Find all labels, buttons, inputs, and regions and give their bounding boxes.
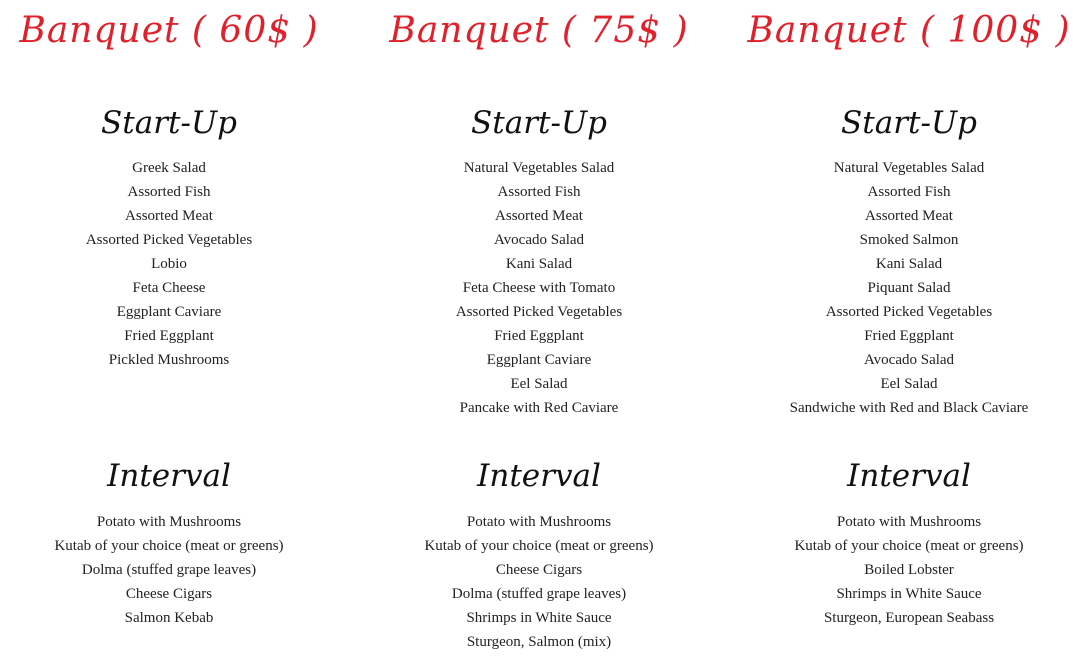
list-item: Feta Cheese with Tomato [462,280,616,296]
list-item: Assorted Meat [865,208,953,224]
menu-title: Banquet ( 100$ ) [747,10,1071,51]
start-up-list [0,156,354,372]
list-item: Pancake with Red Caviare [459,400,619,416]
menu-title: Banquet ( 60$ ) [19,10,319,51]
interval-heading: Interval [847,458,971,494]
list-item: Greek Salad [132,160,206,176]
list-item: Dolma (stuffed grape leaves) [451,586,627,602]
list-item: Assorted Picked Vegetables [85,232,253,248]
list-item: Lobio [151,256,187,272]
list-item: Shrimps in White Sauce [836,586,982,602]
interval-heading: Interval [477,458,601,494]
list-item: Kutab of your choice (meat or greens) [424,538,654,554]
list-item: Kutab of your choice (meat or greens) [54,538,284,554]
list-item: Natural Vegetables Salad [833,160,985,176]
start-up-heading: Start-Up [471,105,607,141]
list-item: Assorted Fish [497,184,581,200]
list-item: Avocado Salad [863,352,955,368]
list-item: Assorted Fish [127,184,211,200]
list-item: Assorted Picked Vegetables [455,304,623,320]
list-item: Piquant Salad [867,280,951,296]
list-item: Shrimps in White Sauce [466,610,612,626]
list-item: Assorted Meat [125,208,213,224]
list-item: Sturgeon, European Seabass [823,610,995,626]
list-item: Kani Salad [505,256,573,272]
list-item: Smoked Salmon [859,232,959,248]
list-item: Kani Salad [875,256,943,272]
list-item: Assorted Meat [495,208,583,224]
list-item: Sandwiche with Red and Black Caviare [789,400,1029,416]
list-item: Fried Eggplant [124,328,214,344]
list-item: Pickled Mushrooms [108,352,230,368]
list-item: Eggplant Caviare [116,304,222,320]
menu-title: Banquet ( 75$ ) [389,10,689,51]
list-item: Natural Vegetables Salad [463,160,615,176]
list-item: Dolma (stuffed grape leaves) [81,562,257,578]
list-item: Feta Cheese [132,280,206,296]
list-item: Sturgeon, Salmon (mix) [466,634,612,650]
list-item: Eggplant Caviare [486,352,592,368]
list-item: Avocado Salad [493,232,585,248]
interval-list [724,510,1073,630]
start-up-list [724,156,1073,420]
list-item: Eel Salad [880,376,938,392]
list-item: Assorted Fish [867,184,951,200]
start-up-list [354,156,724,420]
list-item: Potato with Mushrooms [836,514,982,530]
list-item: Boiled Lobster [864,562,954,578]
interval-heading: Interval [107,458,231,494]
list-item: Kutab of your choice (meat or greens) [794,538,1024,554]
list-item: Eel Salad [510,376,568,392]
list-item: Cheese Cigars [495,562,583,578]
list-item: Potato with Mushrooms [96,514,242,530]
interval-list [0,510,354,630]
list-item: Assorted Picked Vegetables [825,304,993,320]
interval-list [354,510,724,654]
list-item: Fried Eggplant [864,328,954,344]
start-up-heading: Start-Up [841,105,977,141]
list-item: Fried Eggplant [494,328,584,344]
list-item: Cheese Cigars [125,586,213,602]
list-item: Salmon Kebab [124,610,214,626]
list-item: Potato with Mushrooms [466,514,612,530]
start-up-heading: Start-Up [101,105,237,141]
